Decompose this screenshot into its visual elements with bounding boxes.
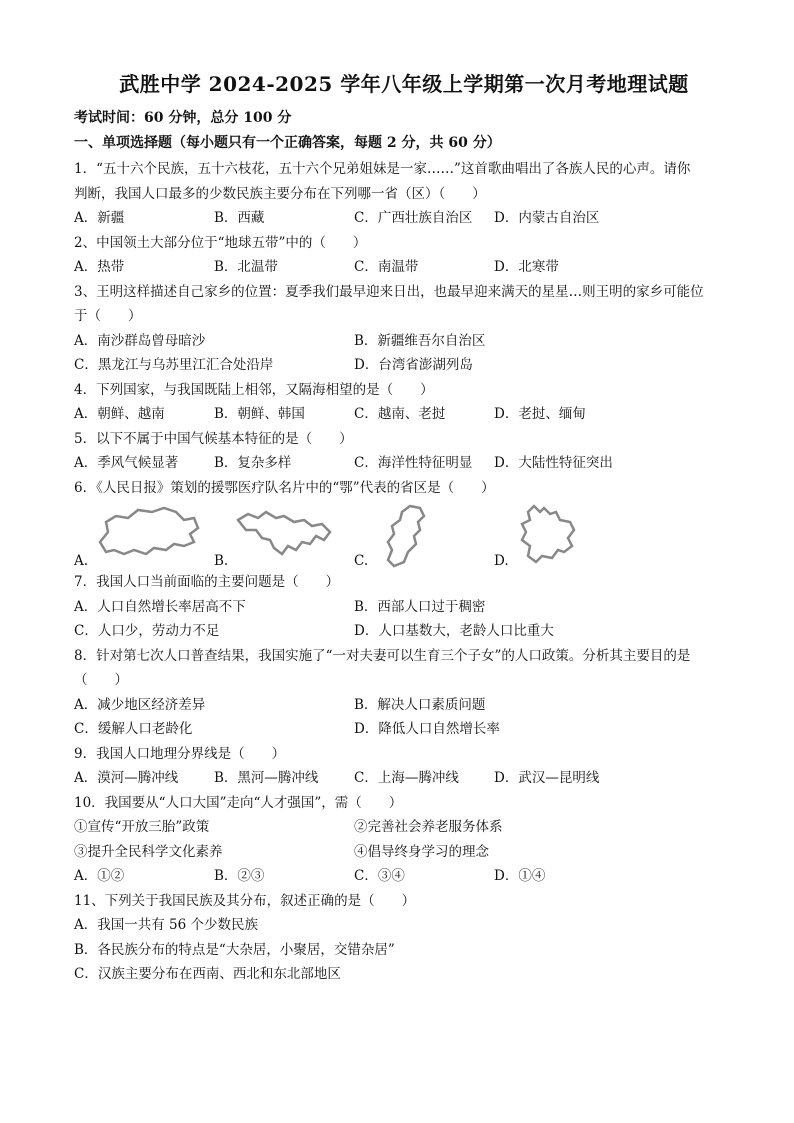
question-stem: 6．《人民日报》策划的援鄂医疗队名片中的“鄂”代表的省区是（ ） <box>74 479 495 496</box>
section-heading: 一、单项选择题（每小题只有一个正确答案，每题 2 分，共 60 分） <box>74 135 501 151</box>
option-c: C．黑龙江与乌苏里江汇合处沿岸 <box>74 357 274 373</box>
option-a: A．减少地区经济差异 <box>74 696 206 713</box>
question-10 <box>74 791 734 889</box>
option-c: C．南温带 <box>354 259 419 275</box>
province-outline-c-image <box>374 502 444 570</box>
option-c: C．③④ <box>354 868 405 884</box>
option-a: A．人口自然增长率居高不下 <box>74 598 246 615</box>
option-c: C．上海—腾冲线 <box>354 770 459 786</box>
option-b: B．新疆维吾尔自治区 <box>354 332 486 349</box>
option-a: A．热带 <box>74 259 125 275</box>
option-c: C．汉族主要分布在西南、西北和东北部地区 <box>74 966 341 982</box>
option-a: A．季风气候显著 <box>74 455 179 471</box>
option-b: B．解决人口素质问题 <box>354 696 486 713</box>
province-outline-b-image <box>234 502 334 564</box>
option-d: D．大陆性特征突出 <box>494 455 613 471</box>
option-label: D. <box>494 553 509 569</box>
question-4 <box>74 378 734 427</box>
option-d: D．降低人口自然增长率 <box>354 721 500 737</box>
option-c: C．越南、老挝 <box>354 406 446 422</box>
option-c: C．海洋性特征明显 <box>354 455 473 471</box>
option-d: D．人口基数大，老龄人口比重大 <box>354 623 554 639</box>
question-stem: 5．以下不属于中国气候基本特征的是（ ） <box>74 430 353 447</box>
option-a <box>74 502 214 570</box>
question-5 <box>74 427 734 476</box>
question-9 <box>74 742 734 791</box>
option-b: B．北温带 <box>214 259 278 275</box>
question-8 <box>74 644 734 742</box>
option-d: D．①④ <box>494 868 546 884</box>
option-b: B．西部人口过于稠密 <box>354 598 486 615</box>
option-a: A．①② <box>74 868 125 884</box>
option-a: A．朝鲜、越南 <box>74 406 165 422</box>
question-11 <box>74 889 734 987</box>
question-stem: 7．我国人口当前面临的主要问题是（ ） <box>74 574 340 590</box>
province-outline-a-image <box>94 502 204 564</box>
option-b <box>214 502 354 570</box>
option-a: A．漠河—腾冲线 <box>74 770 179 786</box>
option-b: B．朝鲜、韩国 <box>214 406 305 422</box>
option-a: A．我国一共有 56 个少数民族 <box>74 917 259 933</box>
statement-4: ④倡导终身学习的理念 <box>354 843 489 860</box>
option-a: A．南沙群岛曾母暗沙 <box>74 332 206 349</box>
option-d: D．台湾省澎湖列岛 <box>354 357 473 373</box>
option-d: D．内蒙古自治区 <box>494 210 600 226</box>
statement-3: ③提升全民科学文化素养 <box>74 843 223 860</box>
option-label: B. <box>214 553 229 569</box>
option-d: D．老挝、缅甸 <box>494 406 586 422</box>
option-label: C. <box>354 553 369 569</box>
question-2 <box>74 231 734 280</box>
statement-1: ①宣传“开放三胎”政策 <box>74 819 210 835</box>
question-stem: （ ） <box>74 672 128 688</box>
question-7 <box>74 570 734 644</box>
question-stem: 判断，我国人口最多的少数民族主要分布在下列哪一省（区）（ ） <box>74 185 486 202</box>
option-b: B．复杂多样 <box>214 455 292 471</box>
option-c: C．人口少，劳动力不足 <box>74 623 220 639</box>
option-c: C．缓解人口老龄化 <box>74 721 193 737</box>
question-stem: 4．下列国家，与我国既陆上相邻，又隔海相望的是（ ） <box>74 381 434 398</box>
option-c: C．广西壮族自治区 <box>354 210 473 226</box>
question-stem: 于（ ） <box>74 308 142 324</box>
question-stem: 8．针对第七次人口普查结果，我国实施了“一对夫妻可以生育三个子女”的人口政策。分析其主要目的是 <box>74 647 691 664</box>
question-stem: 11、下列关于我国民族及其分布，叙述正确的是（ ） <box>74 892 416 909</box>
exam-page <box>74 68 734 987</box>
question-1 <box>74 157 734 231</box>
exam-meta: 考试时间：60 分钟，总分 100 分 <box>74 110 292 126</box>
question-stem: 9．我国人口地理分界线是（ ） <box>74 745 286 762</box>
option-c <box>354 502 494 570</box>
question-stem: 2、中国领土大部分位于“地球五带”中的（ ） <box>74 234 367 251</box>
province-outline-d-image <box>514 502 584 570</box>
question-6 <box>74 476 734 571</box>
option-a: A．新疆 <box>74 210 125 226</box>
statement-2: ②完善社会养老服务体系 <box>354 819 503 835</box>
question-stem: 10．我国要从“人口大国”走向“人才强国”，需（ ） <box>74 794 403 811</box>
question-stem: 3、王明这样描述自己家乡的位置：夏季我们最早迎来日出，也最早迎来满天的星星…则王明的家乡可能位 <box>74 283 704 300</box>
option-label: A. <box>74 553 89 569</box>
option-d: D．北寒带 <box>494 259 559 275</box>
option-b: B．各民族分布的特点是“大杂居，小聚居，交错杂居” <box>74 941 395 958</box>
option-b: B．黑河—腾冲线 <box>214 770 319 786</box>
option-d: D．武汉—昆明线 <box>494 770 600 786</box>
question-stem: 1．“五十六个民族，五十六枝花，五十六个兄弟姐妹是一家……”这首歌曲唱出了各族人民的心声。请你 <box>74 161 691 177</box>
option-b: B．②③ <box>214 868 265 884</box>
option-d <box>494 502 634 570</box>
page-title: 武胜中学 2024-2025 学年八年级上学期第一次月考地理试题 <box>119 72 689 96</box>
option-b: B．西藏 <box>214 210 265 226</box>
question-3 <box>74 280 734 378</box>
